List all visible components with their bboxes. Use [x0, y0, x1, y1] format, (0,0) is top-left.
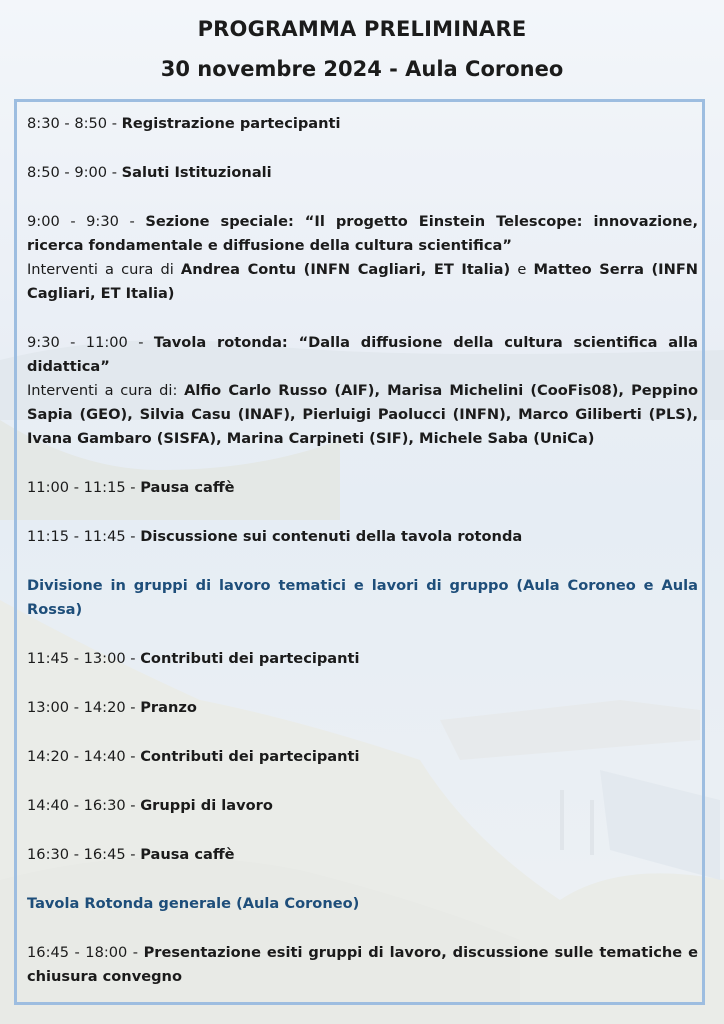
- item-time: 16:45 - 18:00 -: [27, 944, 144, 961]
- speakers-prefix: Interventi a cura di: [27, 261, 181, 278]
- item-title: Tavola rotonda: “Dalla diffusione della cultura scientifica alla didattica”: [27, 334, 698, 375]
- list-item: [27, 745, 698, 769]
- list-item: [27, 210, 698, 306]
- section-heading: [27, 892, 698, 916]
- list-item: [27, 476, 698, 500]
- section-title: Divisione in gruppi di lavoro tematici e lavori di gruppo (Aula Coroneo e Aula Rossa): [27, 577, 698, 618]
- list-item: [27, 794, 698, 818]
- list-item: [27, 161, 698, 185]
- item-time: 9:30 - 11:00 -: [27, 334, 154, 351]
- list-item: [27, 525, 698, 549]
- item-time: 9:00 - 9:30 -: [27, 213, 146, 230]
- item-time: 8:50 - 9:00 -: [27, 164, 122, 181]
- speaker: Matteo Serra (INFN Cagliari, ET Italia): [27, 261, 699, 302]
- list-item: [27, 112, 698, 136]
- item-title: Contributi dei partecipanti: [140, 650, 360, 667]
- section-heading: [27, 574, 698, 622]
- list-item: [27, 696, 698, 720]
- item-time: 13:00 - 14:20 -: [27, 699, 141, 716]
- list-item: [27, 941, 698, 989]
- section-title: Tavola Rotonda generale (Aula Coroneo): [27, 895, 360, 912]
- item-title: Sezione speciale: “Il progetto Einstein Telescope: innovazione, ricerca fondamentale e diffusione della cultura scientifica”: [27, 213, 698, 254]
- item-time: 11:00 - 11:15 -: [27, 479, 141, 496]
- item-time: 11:45 - 13:00 -: [27, 650, 141, 667]
- speakers-prefix: Interventi a cura di:: [27, 382, 185, 399]
- item-time: 14:40 - 16:30 -: [27, 797, 141, 814]
- item-title: Contributi dei partecipanti: [140, 748, 360, 765]
- speakers: Alfio Carlo Russo (AIF), Marisa Michelini (CooFis08), Peppino Sapia (GEO), Silvia Casu (INAF), Pierluigi Paolucci (INFN), Marco Giliberti (PLS), Ivana Gambaro (SISFA), Marina Carpineti (SIF), Michele Saba (UniCa): [27, 382, 698, 447]
- item-time: 16:30 - 16:45 -: [27, 846, 141, 863]
- item-title: Registrazione partecipanti: [121, 115, 341, 132]
- page-title: PROGRAMMA PRELIMINARE: [197, 17, 527, 41]
- item-time: 11:15 - 11:45 -: [27, 528, 141, 545]
- speaker: Andrea Contu (INFN Cagliari, ET Italia): [180, 261, 511, 278]
- item-title: Pausa caffè: [140, 846, 235, 863]
- item-title: Discussione sui contenuti della tavola rotonda: [140, 528, 523, 545]
- page-subtitle: 30 novembre 2024 - Aula Coroneo: [160, 57, 564, 81]
- item-title: Presentazione esiti gruppi di lavoro, discussione sulle tematiche e chiusura convegno: [27, 944, 698, 985]
- header: [0, 14, 724, 84]
- item-title: Pranzo: [140, 699, 197, 716]
- item-title: Gruppi di lavoro: [140, 797, 273, 814]
- item-title: Pausa caffè: [140, 479, 235, 496]
- program-list: [27, 112, 698, 989]
- item-time: 14:20 - 14:40 -: [27, 748, 141, 765]
- item-time: 8:30 - 8:50 -: [27, 115, 122, 132]
- item-title: Saluti Istituzionali: [121, 164, 272, 181]
- speakers-join: e: [510, 261, 534, 278]
- list-item: [27, 647, 698, 671]
- list-item: [27, 331, 698, 451]
- list-item: [27, 843, 698, 867]
